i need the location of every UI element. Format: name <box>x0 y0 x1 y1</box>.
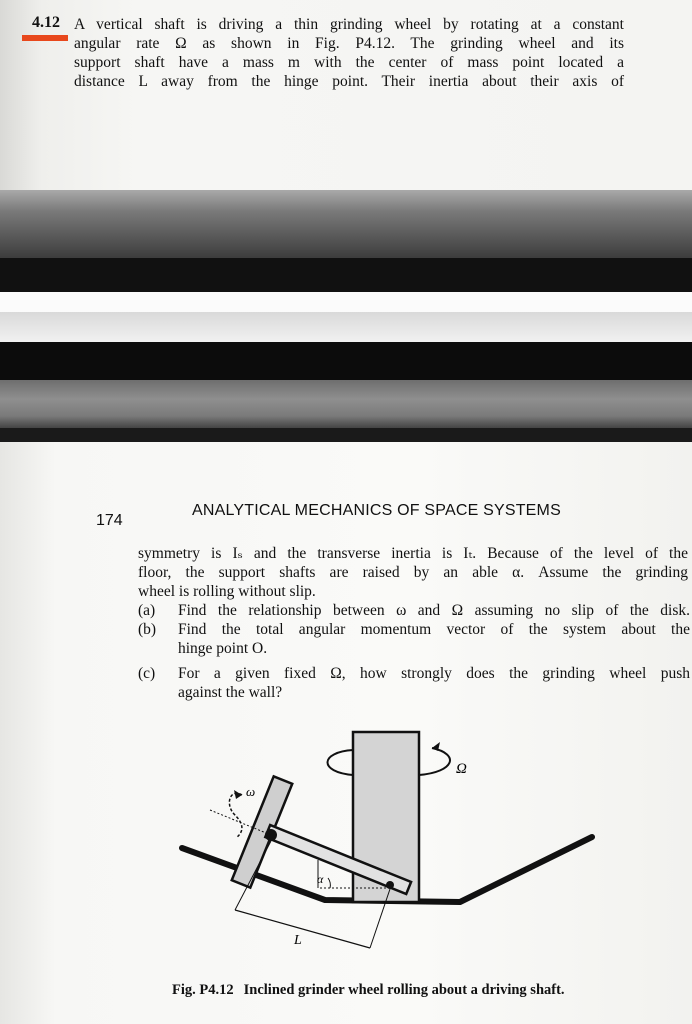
question-label: (a) <box>138 602 156 619</box>
text-line: symmetry is Iₛ and the transverse inertia is Iₜ. Because of the level of the <box>138 545 688 562</box>
book-spine-shadow <box>0 190 692 260</box>
question-text: hinge point O. <box>178 640 268 657</box>
question-text: Find the total angular momentum vector of the system about the <box>178 621 690 638</box>
omega-spin-arrow <box>229 793 242 838</box>
problem-line: angular rate Ω as shown in Fig. P4.12. The grinding wheel and its <box>74 35 624 52</box>
L-label: L <box>294 933 302 948</box>
dark-gap <box>0 428 692 442</box>
light-gap <box>0 312 692 342</box>
question-label: (b) <box>138 621 157 638</box>
L-dimension-line <box>235 910 370 948</box>
problem-line: support shaft have a mass m with the center of mass point located a <box>74 54 624 71</box>
dark-gap <box>0 342 692 380</box>
problem-statement <box>74 15 624 91</box>
Omega-label: Ω <box>456 761 467 777</box>
running-head: ANALYTICAL MECHANICS OF SPACE SYSTEMS <box>192 502 561 519</box>
grinder-figure <box>170 720 610 970</box>
text-line: wheel is rolling without slip. <box>138 583 316 600</box>
book-spine-shadow <box>0 380 692 428</box>
highlight-marker <box>22 35 68 41</box>
problem-line: A vertical shaft is driving a thin grinding wheel by rotating at a constant <box>74 16 624 33</box>
light-gap <box>0 292 692 312</box>
omega-label: ω <box>246 784 256 799</box>
text-line: floor, the support shafts are raised by an able α. Assume the grinding <box>138 564 688 581</box>
question-text: For a given fixed Ω, how strongly does the grinding wheel push <box>178 665 690 682</box>
problem-line: distance L away from the hinge point. Their inertia about their axis of <box>74 73 624 90</box>
figure-caption <box>172 982 565 999</box>
continuation-text <box>138 544 688 601</box>
question-label: (c) <box>138 665 156 682</box>
question-text: Find the relationship between ω and Ω assuming no slip of the disk. <box>178 602 690 619</box>
caption-text: Inclined grinder wheel rolling about a driving shaft. <box>243 982 565 998</box>
alpha-label: α <box>317 872 324 886</box>
question-text: against the wall? <box>178 684 283 701</box>
arrowhead-icon <box>234 790 242 799</box>
page-number: 174 <box>96 512 123 529</box>
caption-number: Fig. P4.12 <box>172 982 234 998</box>
problem-number: 4.12 <box>32 14 60 31</box>
dark-gap <box>0 258 692 292</box>
alpha-arc <box>328 878 330 888</box>
